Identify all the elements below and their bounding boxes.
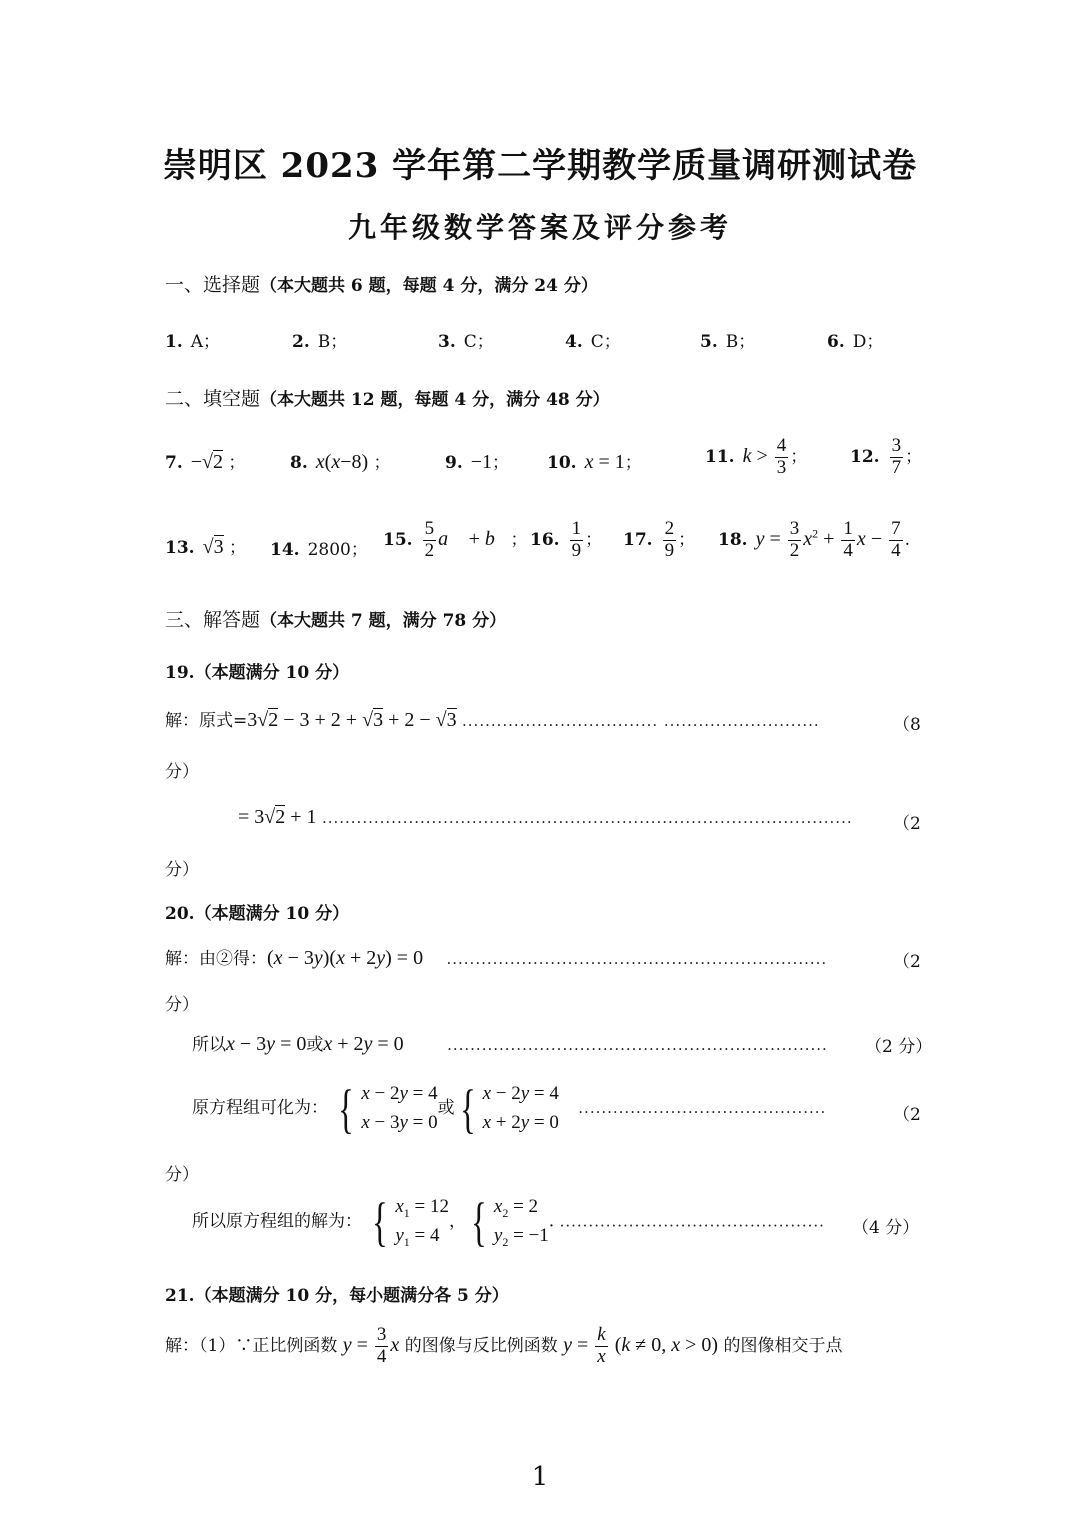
q20-step4-prefix: 所以原方程组的解为： bbox=[192, 1211, 362, 1232]
section3-heading bbox=[165, 605, 506, 632]
q20-step1-prefix: 解：由②得： bbox=[165, 949, 267, 969]
answer-value: x = 1 bbox=[584, 451, 625, 473]
leader-dots: .................................................................. bbox=[447, 1036, 828, 1054]
answer-2 bbox=[292, 327, 347, 352]
answer-6 bbox=[827, 327, 883, 352]
q20-step1 bbox=[165, 944, 827, 970]
q20-solution-1: { $x_1 = 12$ $y_1 = 4$ bbox=[372, 1191, 449, 1252]
answer-value: 2800； bbox=[307, 540, 368, 560]
answer-number: 6. bbox=[827, 332, 845, 352]
answer-value: D； bbox=[852, 332, 884, 352]
answer-number: 17. bbox=[623, 529, 653, 550]
q21-title: 21.（本题满分 10 分，每小题满分各 5 分） bbox=[165, 1286, 509, 1306]
section2-heading bbox=[165, 384, 610, 411]
page-title: 崇明区 2023 学年第二学期教学质量调研测试卷 bbox=[162, 146, 918, 186]
q20-score4: （4 分） bbox=[852, 1218, 920, 1238]
page-subtitle: 九年级数学答案及评分参考 bbox=[347, 211, 732, 244]
answer-value: B； bbox=[725, 332, 756, 352]
answer-value: C； bbox=[590, 332, 621, 352]
answer-18: 18. y = $\frac{3}{2}$ $x^2$ + $\frac{1}{4}$ x − $\frac{7}{4}$ . bbox=[718, 518, 910, 561]
q21-expr-inverse: y = $\frac{k}{x}$ (k ≠ 0, x > 0) bbox=[563, 1324, 719, 1367]
leader-dots: .................................. ........................... bbox=[462, 712, 820, 730]
answer-number: 14. bbox=[270, 540, 300, 560]
answer-number: 1. bbox=[165, 332, 183, 352]
leader-dots: .................................................................. bbox=[446, 950, 828, 968]
q20-score2: （2 分） bbox=[865, 1037, 933, 1057]
q20-score3-wrap: 分） bbox=[165, 1165, 199, 1185]
q20-step2 bbox=[192, 1030, 828, 1056]
answer-number: 11. bbox=[705, 446, 735, 467]
answer-14 bbox=[270, 535, 368, 560]
q20-step3-prefix: 原方程组可化为： bbox=[192, 1098, 328, 1118]
answer-value: A； bbox=[190, 332, 221, 352]
q19-title: 19.（本题满分 10 分） bbox=[165, 663, 350, 683]
leader-dots: .............................................. bbox=[559, 1212, 825, 1231]
answer-value: −1 bbox=[470, 451, 493, 473]
q21-step1 bbox=[165, 1325, 843, 1368]
q20-solution-2: { $x_2 = 2$ $y_2 = -1$ bbox=[471, 1191, 549, 1252]
q20-system-b: { x − 2y = 4 x + 2y = 0 bbox=[459, 1078, 559, 1139]
answer-number: 4. bbox=[565, 332, 583, 352]
q19-step1-expr: 3√2 − 3 + 2 + √3 + 2 − √3 bbox=[247, 709, 457, 731]
q21-step1-c: 的图像相交于点 bbox=[723, 1335, 843, 1356]
q20-step2-expr: x − 3y = 0 bbox=[226, 1033, 307, 1055]
section1-heading bbox=[165, 270, 598, 297]
answer-value: B； bbox=[317, 332, 348, 352]
answer-1 bbox=[165, 327, 220, 352]
q20-system-a: { x − 2y = 4 x − 3y = 0 bbox=[338, 1078, 438, 1139]
q19-score1: （8 bbox=[893, 715, 921, 735]
answer-value: $\frac{5}{2}$ a⃗ + b⃗ bbox=[424, 518, 511, 561]
q20-score3: （2 bbox=[893, 1105, 921, 1125]
answer-9: 9. −1； bbox=[445, 451, 510, 473]
q19-step2-expr: = 3√2 + 1 bbox=[238, 806, 317, 828]
answer-value: y = $\frac{3}{2}$ $x^2$ + $\frac{1}{4}$ x − $\frac{7}{4}$ bbox=[755, 518, 901, 561]
q21-step1-a: 解：（1）∵正比例函数 bbox=[165, 1335, 338, 1356]
answer-number: 18. bbox=[718, 529, 748, 550]
q20-score1-wrap: 分） bbox=[165, 995, 199, 1015]
q20-step2-or: 或 bbox=[306, 1035, 324, 1055]
answer-13: 13. √3 ； bbox=[165, 536, 246, 558]
answer-value: C； bbox=[463, 332, 494, 352]
q20-step4: 所以原方程组的解为： { $x_1 = 12$ $y_1 = 4$ ， { $x_2 = 2$ $y_2 = -1$ . .............................................. bbox=[192, 1191, 825, 1252]
answer-16: 16. $\frac{1}{9}$ ； bbox=[530, 518, 603, 561]
section1-note: （本大题共 6 题，每题 4 分，满分 24 分） bbox=[260, 276, 598, 296]
answer-17: 17. $\frac{2}{9}$ ； bbox=[623, 518, 696, 561]
answer-value: k > $\frac{4}{3}$ bbox=[742, 435, 787, 478]
q21-expr-linear: y = $\frac{3}{4}$ x bbox=[342, 1324, 400, 1367]
q20-step2-expr2: x + 2y = 0 bbox=[323, 1033, 404, 1055]
section2-title: 二、填空题 bbox=[165, 388, 261, 410]
answer-11: 11. k > $\frac{4}{3}$ ； bbox=[705, 435, 808, 478]
q19-step2 bbox=[238, 806, 853, 829]
section3-title: 三、解答题 bbox=[165, 609, 261, 631]
answer-12: 12. $\frac{3}{7}$ ； bbox=[850, 435, 923, 478]
q21-step1-b: 的图像与反比例函数 bbox=[404, 1335, 558, 1356]
answer-value: $\frac{1}{9}$ bbox=[571, 518, 582, 561]
section1-title: 一、选择题 bbox=[165, 274, 261, 296]
answer-number: 10. bbox=[547, 453, 577, 473]
answer-15: 15. $\frac{5}{2}$ a⃗ + b⃗； bbox=[383, 518, 528, 561]
answer-number: 7. bbox=[165, 453, 183, 473]
q20-step1-expr: (x − 3y)(x + 2y) = 0 bbox=[267, 947, 424, 969]
leader-dots: ........................................... bbox=[578, 1099, 827, 1117]
q20-step3 bbox=[192, 1080, 826, 1137]
answer-value: $\frac{2}{9}$ bbox=[664, 518, 675, 561]
q20-title: 20.（本题满分 10 分） bbox=[165, 904, 350, 924]
answer-4 bbox=[565, 327, 621, 352]
answer-value: √3 bbox=[202, 536, 224, 558]
answer-8: 8. x(x−8) ； bbox=[290, 451, 391, 473]
q19-score2: （2 bbox=[893, 814, 921, 834]
q19-score1-wrap: 分） bbox=[165, 762, 199, 782]
answer-10: 10. x = 1； bbox=[547, 451, 642, 473]
q20-step3-or: 或 bbox=[437, 1098, 455, 1118]
answer-number: 15. bbox=[383, 529, 413, 550]
answer-number: 13. bbox=[165, 538, 195, 558]
answer-number: 2. bbox=[292, 332, 310, 352]
q20-score1: （2 bbox=[893, 952, 921, 972]
answer-5 bbox=[700, 327, 755, 352]
answer-3 bbox=[438, 327, 494, 352]
page-number: 1 bbox=[531, 1462, 549, 1492]
q19-step1-prefix: 解：原式= bbox=[165, 711, 248, 731]
answer-value: −√2 bbox=[190, 451, 224, 473]
section2-note: （本大题共 12 题，每题 4 分，满分 48 分） bbox=[260, 390, 610, 410]
answer-number: 8. bbox=[290, 453, 308, 473]
answer-value: $\frac{3}{7}$ bbox=[891, 435, 902, 478]
answer-number: 5. bbox=[700, 332, 718, 352]
answer-number: 12. bbox=[850, 446, 880, 467]
answer-number: 16. bbox=[530, 529, 560, 550]
answer-7: 7. −√2 ； bbox=[165, 451, 246, 473]
section3-note: （本大题共 7 题，满分 78 分） bbox=[260, 611, 507, 631]
q19-step1 bbox=[165, 706, 820, 732]
answer-number: 3. bbox=[438, 332, 456, 352]
answer-number: 9. bbox=[445, 453, 463, 473]
q20-step2-prefix: 所以 bbox=[192, 1035, 226, 1055]
leader-dots: ............................................................................................ bbox=[321, 809, 853, 827]
q19-score2-wrap: 分） bbox=[165, 860, 199, 880]
answer-value: x(x−8) bbox=[315, 451, 369, 473]
